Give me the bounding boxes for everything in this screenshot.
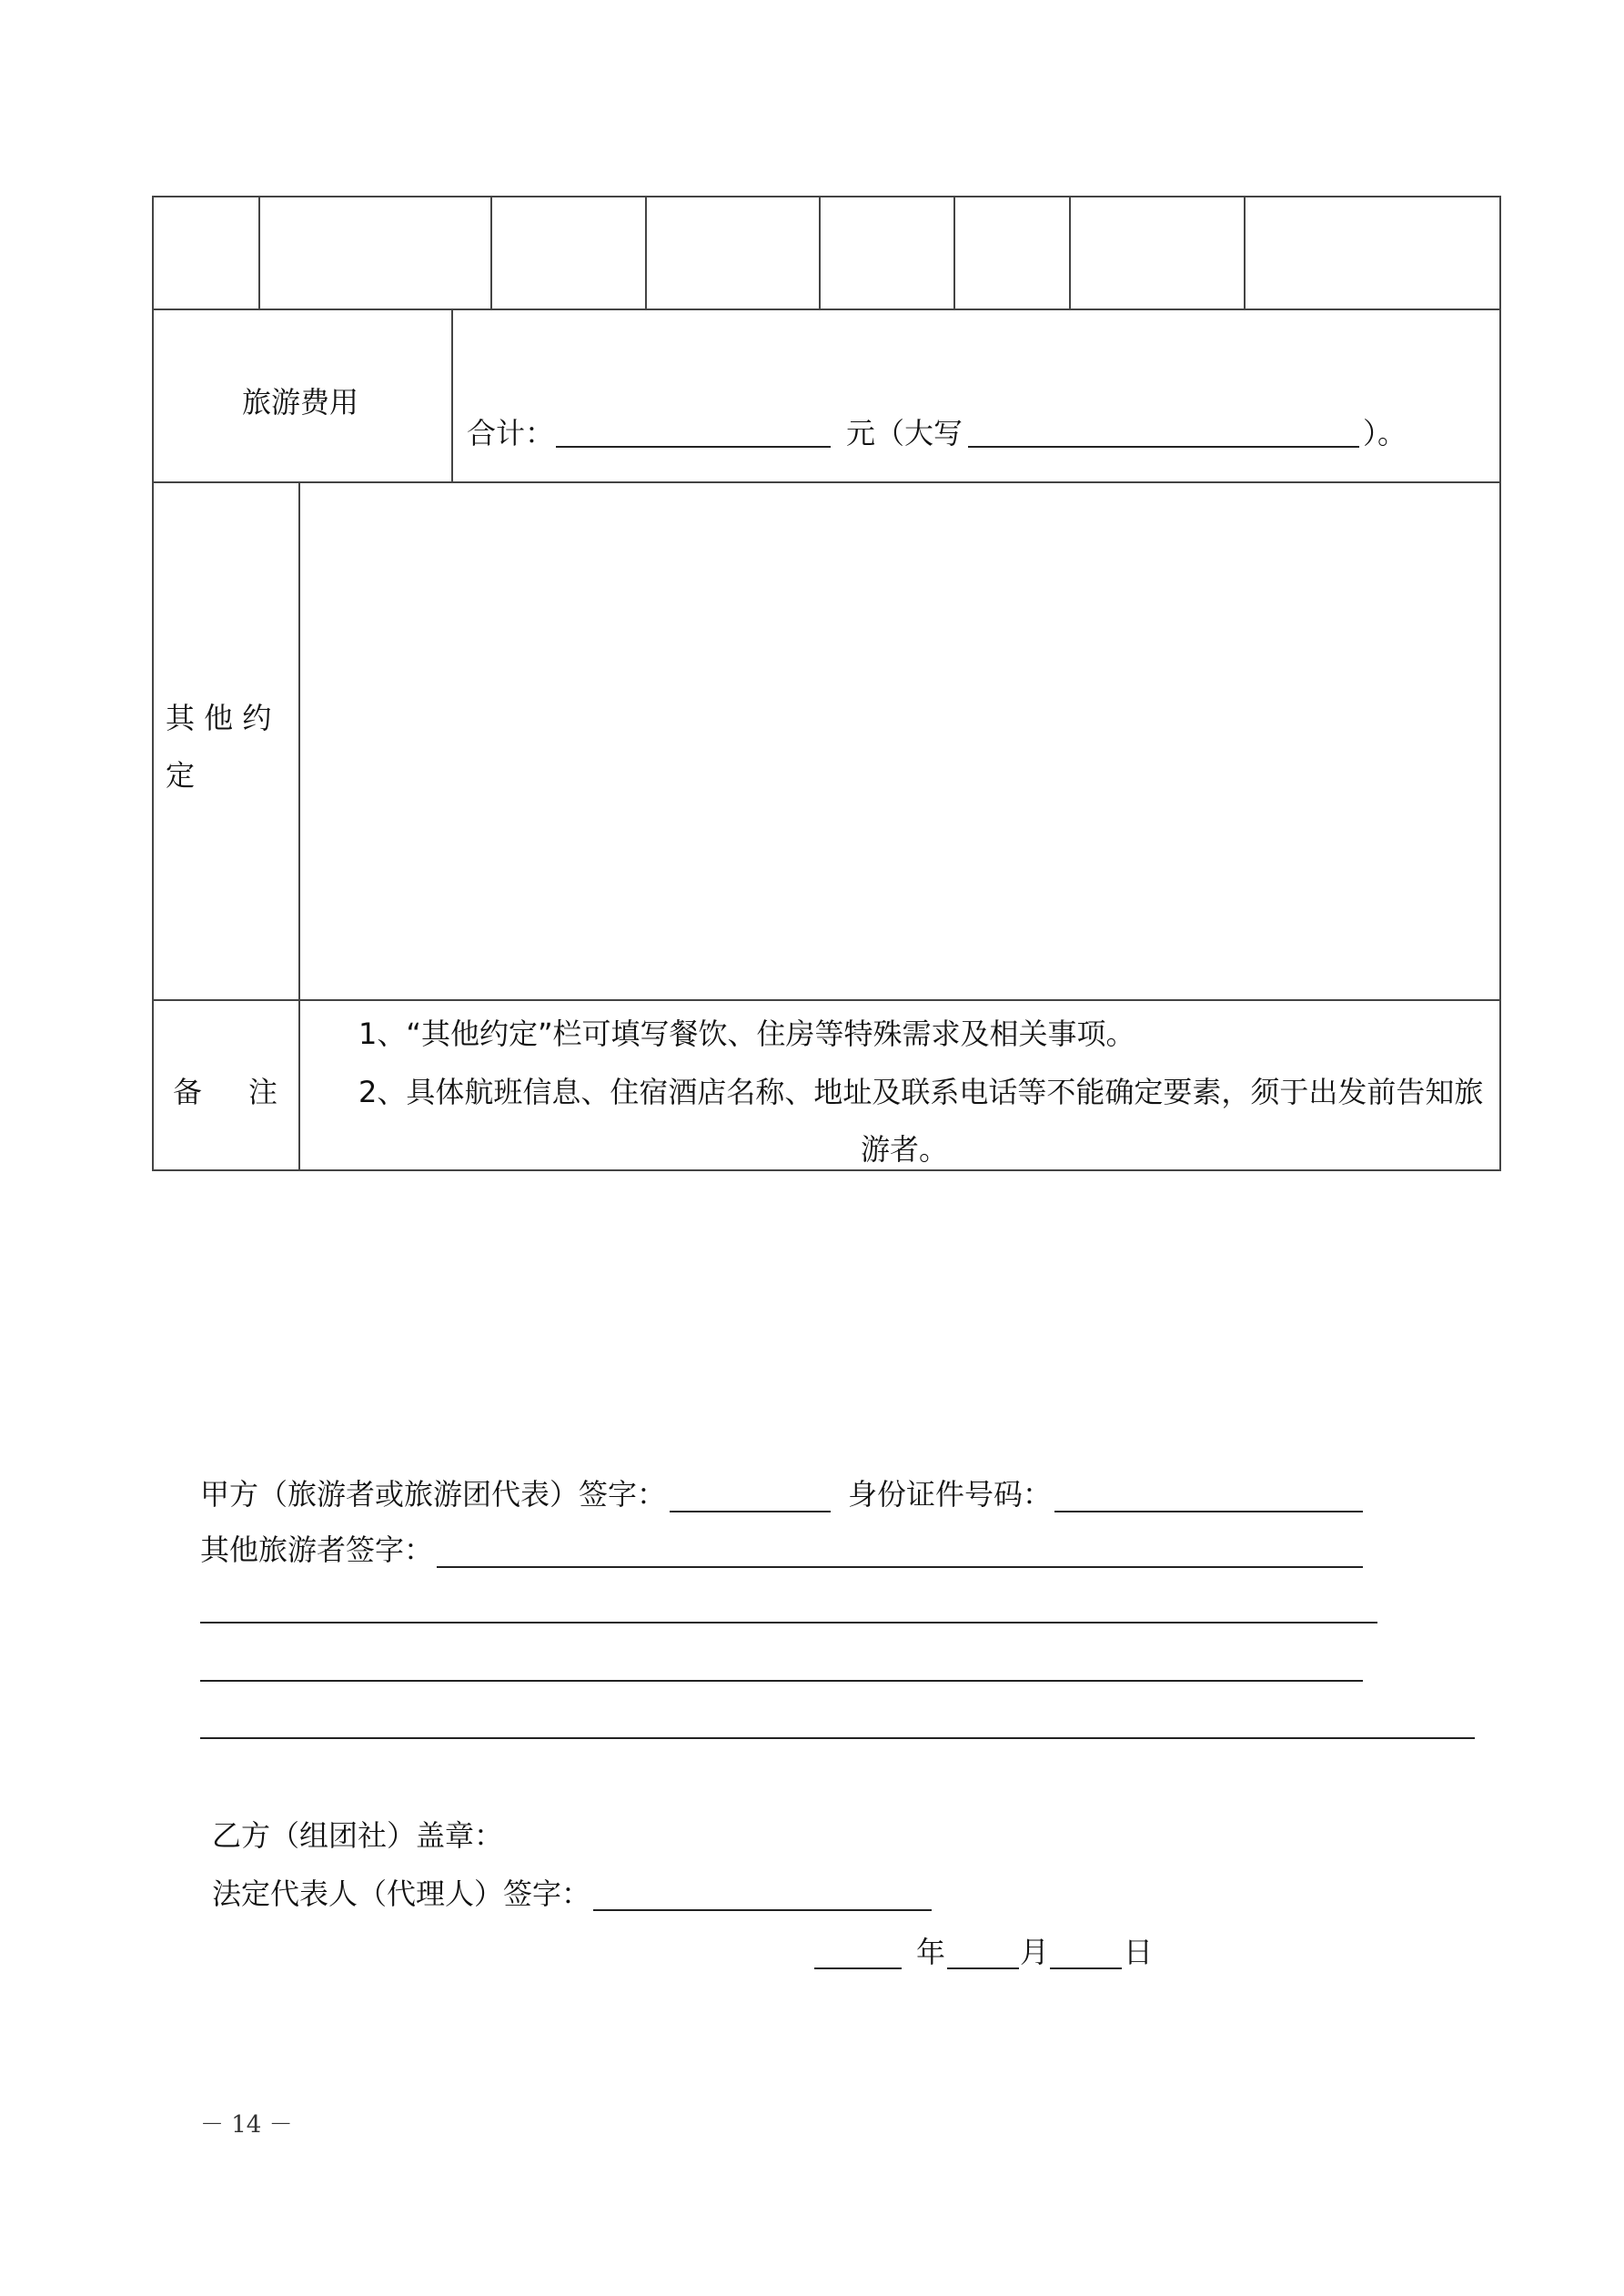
total-amount-field[interactable] <box>556 446 831 448</box>
table-cell-divider <box>953 196 955 308</box>
row-divider <box>152 308 1501 310</box>
remark-item: 2、具体航班信息、住宿酒店名称、地址及联系电话等不能确定要素，须于出发前告知旅 <box>358 1075 1484 1109</box>
table-cell-divider <box>1069 196 1071 308</box>
other-travelers-signature-line[interactable] <box>200 1680 1363 1682</box>
other-travelers-signature-field[interactable] <box>437 1566 1363 1568</box>
remark-item: 1、“其他约定”栏可填写餐饮、住房等特殊需求及相关事项。 <box>358 1017 1135 1051</box>
month-label: 月 <box>1020 1935 1050 1969</box>
party-a-signature-label: 甲方（旅游者或旅游团代表）签字： <box>200 1477 667 1512</box>
party-b-seal-label: 乙方（组团社）盖章： <box>212 1818 504 1853</box>
total-uppercase-label: 元（大写 <box>846 416 963 450</box>
page-number: － 14 － <box>200 2111 293 2139</box>
year-field[interactable] <box>814 1967 902 1969</box>
table-cell-divider <box>258 196 260 308</box>
table-cell-divider <box>1244 196 1246 308</box>
remarks-label-2: 注 <box>248 1075 278 1109</box>
row-divider <box>152 999 1501 1001</box>
other-travelers-signature-label: 其他旅游者签字： <box>200 1532 434 1567</box>
legal-rep-signature-field[interactable] <box>593 1909 932 1911</box>
id-number-label: 身份证件号码： <box>848 1477 1053 1512</box>
table-cell-divider <box>819 196 821 308</box>
party-a-signature-field[interactable] <box>670 1511 831 1512</box>
day-label: 日 <box>1124 1935 1154 1969</box>
id-number-field[interactable] <box>1054 1511 1363 1512</box>
other-travelers-signature-line[interactable] <box>200 1622 1377 1623</box>
year-label: 年 <box>916 1935 946 1969</box>
table-cell-divider <box>490 196 492 308</box>
row-divider <box>152 481 1501 483</box>
total-suffix: ）。 <box>1363 416 1407 450</box>
travel-fee-label: 旅游费用 <box>242 385 359 420</box>
month-field[interactable] <box>947 1967 1019 1969</box>
total-uppercase-field[interactable] <box>968 446 1359 448</box>
other-agreements-label: 其 他 约 <box>166 701 272 735</box>
other-travelers-signature-line[interactable] <box>200 1737 1475 1739</box>
table-cell-divider <box>451 308 453 481</box>
table-cell-divider <box>645 196 647 308</box>
legal-rep-signature-label: 法定代表人（代理人）签字： <box>212 1876 591 1911</box>
total-label: 合计： <box>467 416 555 450</box>
day-field[interactable] <box>1050 1967 1122 1969</box>
other-agreements-label-cont: 定 <box>166 758 196 793</box>
other-agreements-field[interactable] <box>302 485 1498 997</box>
remark-item-cont: 游者。 <box>861 1132 949 1167</box>
remarks-label: 备 <box>173 1075 203 1109</box>
table-cell-divider <box>298 481 300 1171</box>
